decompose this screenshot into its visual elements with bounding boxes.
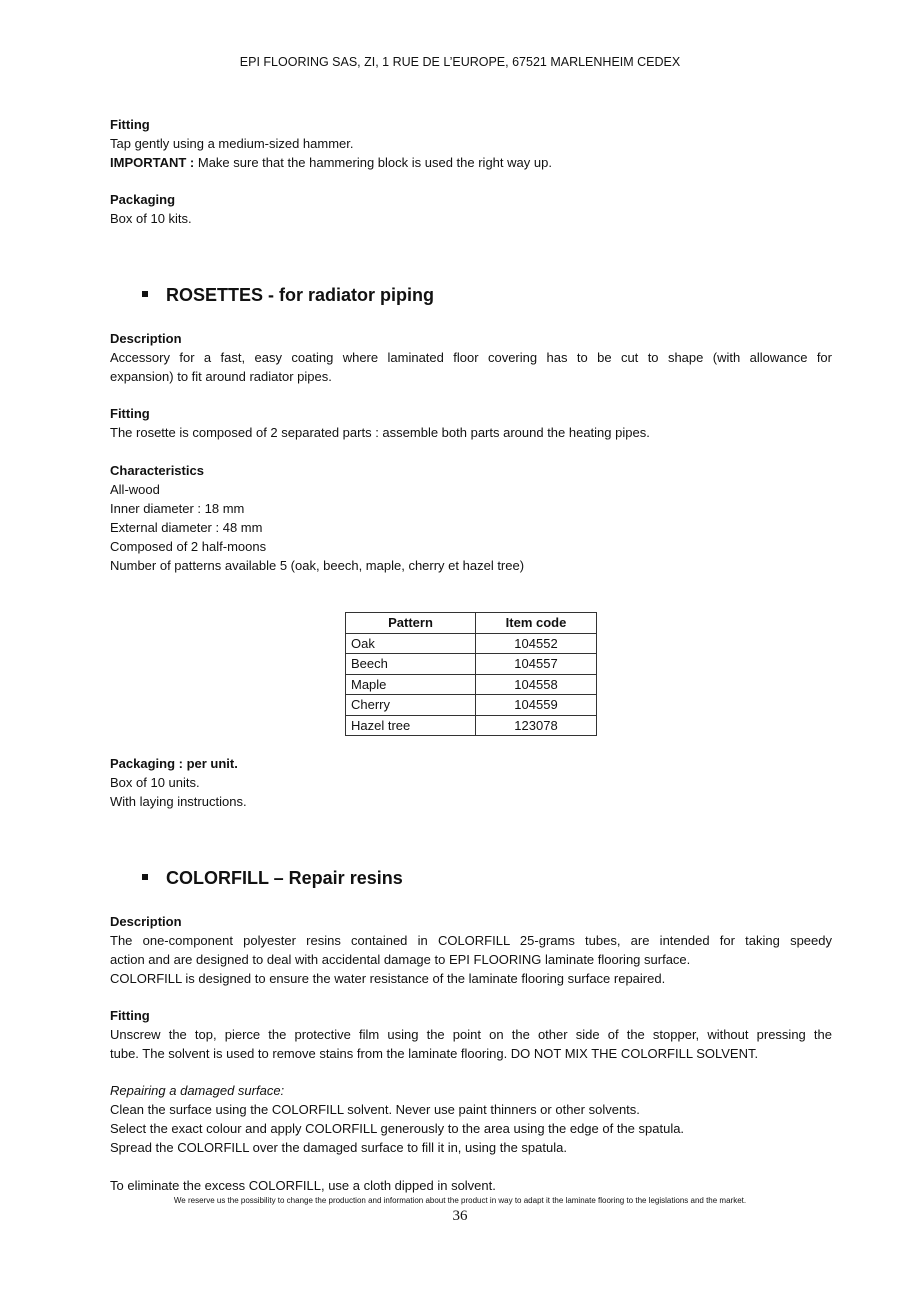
- characteristic-item: Composed of 2 half-moons: [110, 539, 267, 554]
- characteristic-item: Number of patterns available 5 (oak, beech, maple, cherry et hazel tree): [110, 558, 525, 573]
- pattern-cell: Beech: [346, 654, 476, 675]
- table-row: [346, 633, 597, 654]
- characteristic-item: External diameter : 48 mm: [110, 520, 263, 535]
- rosettes-packaging-line: With laying instructions.: [110, 794, 247, 809]
- column-header-pattern: Pattern: [346, 613, 476, 634]
- packaging-title: Packaging: [110, 192, 176, 207]
- table-header-row: [346, 613, 597, 634]
- rosettes-packaging-title: Packaging : per unit.: [110, 756, 238, 771]
- rosettes-description-title: Description: [110, 331, 182, 346]
- colorfill-fitting-line: tube. The solvent is used to remove stains from the laminate flooring. DO NOT MIX THE COLORFILL SOLVENT.: [110, 1046, 759, 1061]
- packaging-text: Box of 10 kits.: [110, 211, 192, 226]
- footer-disclaimer: We reserve us the possibility to change the production and information about the product in way to adapt it the laminate flooring to the legislations and the market.: [173, 1196, 747, 1205]
- excess-line: To eliminate the excess COLORFILL, use a cloth dipped in solvent.: [110, 1178, 496, 1193]
- page-number: 36: [452, 1208, 468, 1224]
- characteristic-item: Inner diameter : 18 mm: [110, 501, 245, 516]
- table-row: [346, 695, 597, 716]
- rosettes-packaging-line: Box of 10 units.: [110, 775, 200, 790]
- bullet-icon: [142, 874, 148, 880]
- repair-line: Spread the COLORFILL over the damaged surface to fill it in, using the spatula.: [110, 1140, 567, 1155]
- repair-line: Select the exact colour and apply COLORFILL generously to the area using the edge of the spatula.: [110, 1121, 685, 1136]
- colorfill-description-line: action and are designed to deal with accidental damage to EPI FLOORING laminate flooring surface.: [110, 952, 691, 967]
- item-code-cell: 104559: [476, 695, 597, 716]
- pattern-cell: Cherry: [346, 695, 476, 716]
- item-code-cell: 104552: [476, 633, 597, 654]
- rosettes-fitting-title: Fitting: [110, 406, 150, 421]
- repair-line: Clean the surface using the COLORFILL solvent. Never use paint thinners or other solvents.: [110, 1102, 640, 1117]
- fitting-title: Fitting: [110, 117, 150, 132]
- rosettes-description-line: Accessory for a fast, easy coating where laminated floor covering has to be cut to shape (with allowance for: [110, 350, 832, 365]
- item-code-cell: 104557: [476, 654, 597, 675]
- characteristic-item: All-wood: [110, 482, 160, 497]
- table-row: [346, 715, 597, 736]
- column-header-item-code: Item code: [476, 613, 597, 634]
- pattern-table: [345, 612, 597, 736]
- pattern-cell: Oak: [346, 633, 476, 654]
- rosettes-fitting-text: The rosette is composed of 2 separated parts : assemble both parts around the heating pipes.: [110, 425, 650, 440]
- repair-title: Repairing a damaged surface:: [110, 1083, 285, 1098]
- rosettes-heading-text: ROSETTES - for radiator piping: [166, 285, 435, 305]
- colorfill-heading: [142, 867, 403, 889]
- characteristics-title: Characteristics: [110, 463, 204, 478]
- colorfill-fitting-line: Unscrew the top, pierce the protective film using the point on the other side of the stopper, without pressing the: [110, 1027, 832, 1042]
- table-row: [346, 674, 597, 695]
- important-note: [110, 153, 832, 172]
- table-row: [346, 654, 597, 675]
- item-code-cell: 123078: [476, 715, 597, 736]
- colorfill-heading-text: COLORFILL – Repair resins: [166, 868, 403, 888]
- pattern-cell: Hazel tree: [346, 715, 476, 736]
- bullet-icon: [142, 291, 148, 297]
- important-label: IMPORTANT :: [110, 155, 195, 170]
- pattern-cell: Maple: [346, 674, 476, 695]
- colorfill-description-line: COLORFILL is designed to ensure the water resistance of the laminate flooring surface repaired.: [110, 971, 666, 986]
- colorfill-description-line: The one-component polyester resins contained in COLORFILL 25-grams tubes, are intended for taking speedy: [110, 933, 832, 948]
- page-header: EPI FLOORING SAS, ZI, 1 RUE DE L’EUROPE, 67521 MARLENHEIM CEDEX: [239, 55, 681, 69]
- item-code-cell: 104558: [476, 674, 597, 695]
- rosettes-description-line: expansion) to fit around radiator pipes.: [110, 369, 332, 384]
- important-text: Make sure that the hammering block is used the right way up.: [194, 155, 552, 170]
- colorfill-fitting-title: Fitting: [110, 1008, 150, 1023]
- fitting-text: Tap gently using a medium-sized hammer.: [110, 136, 354, 151]
- rosettes-heading: [142, 284, 434, 306]
- colorfill-description-title: Description: [110, 914, 182, 929]
